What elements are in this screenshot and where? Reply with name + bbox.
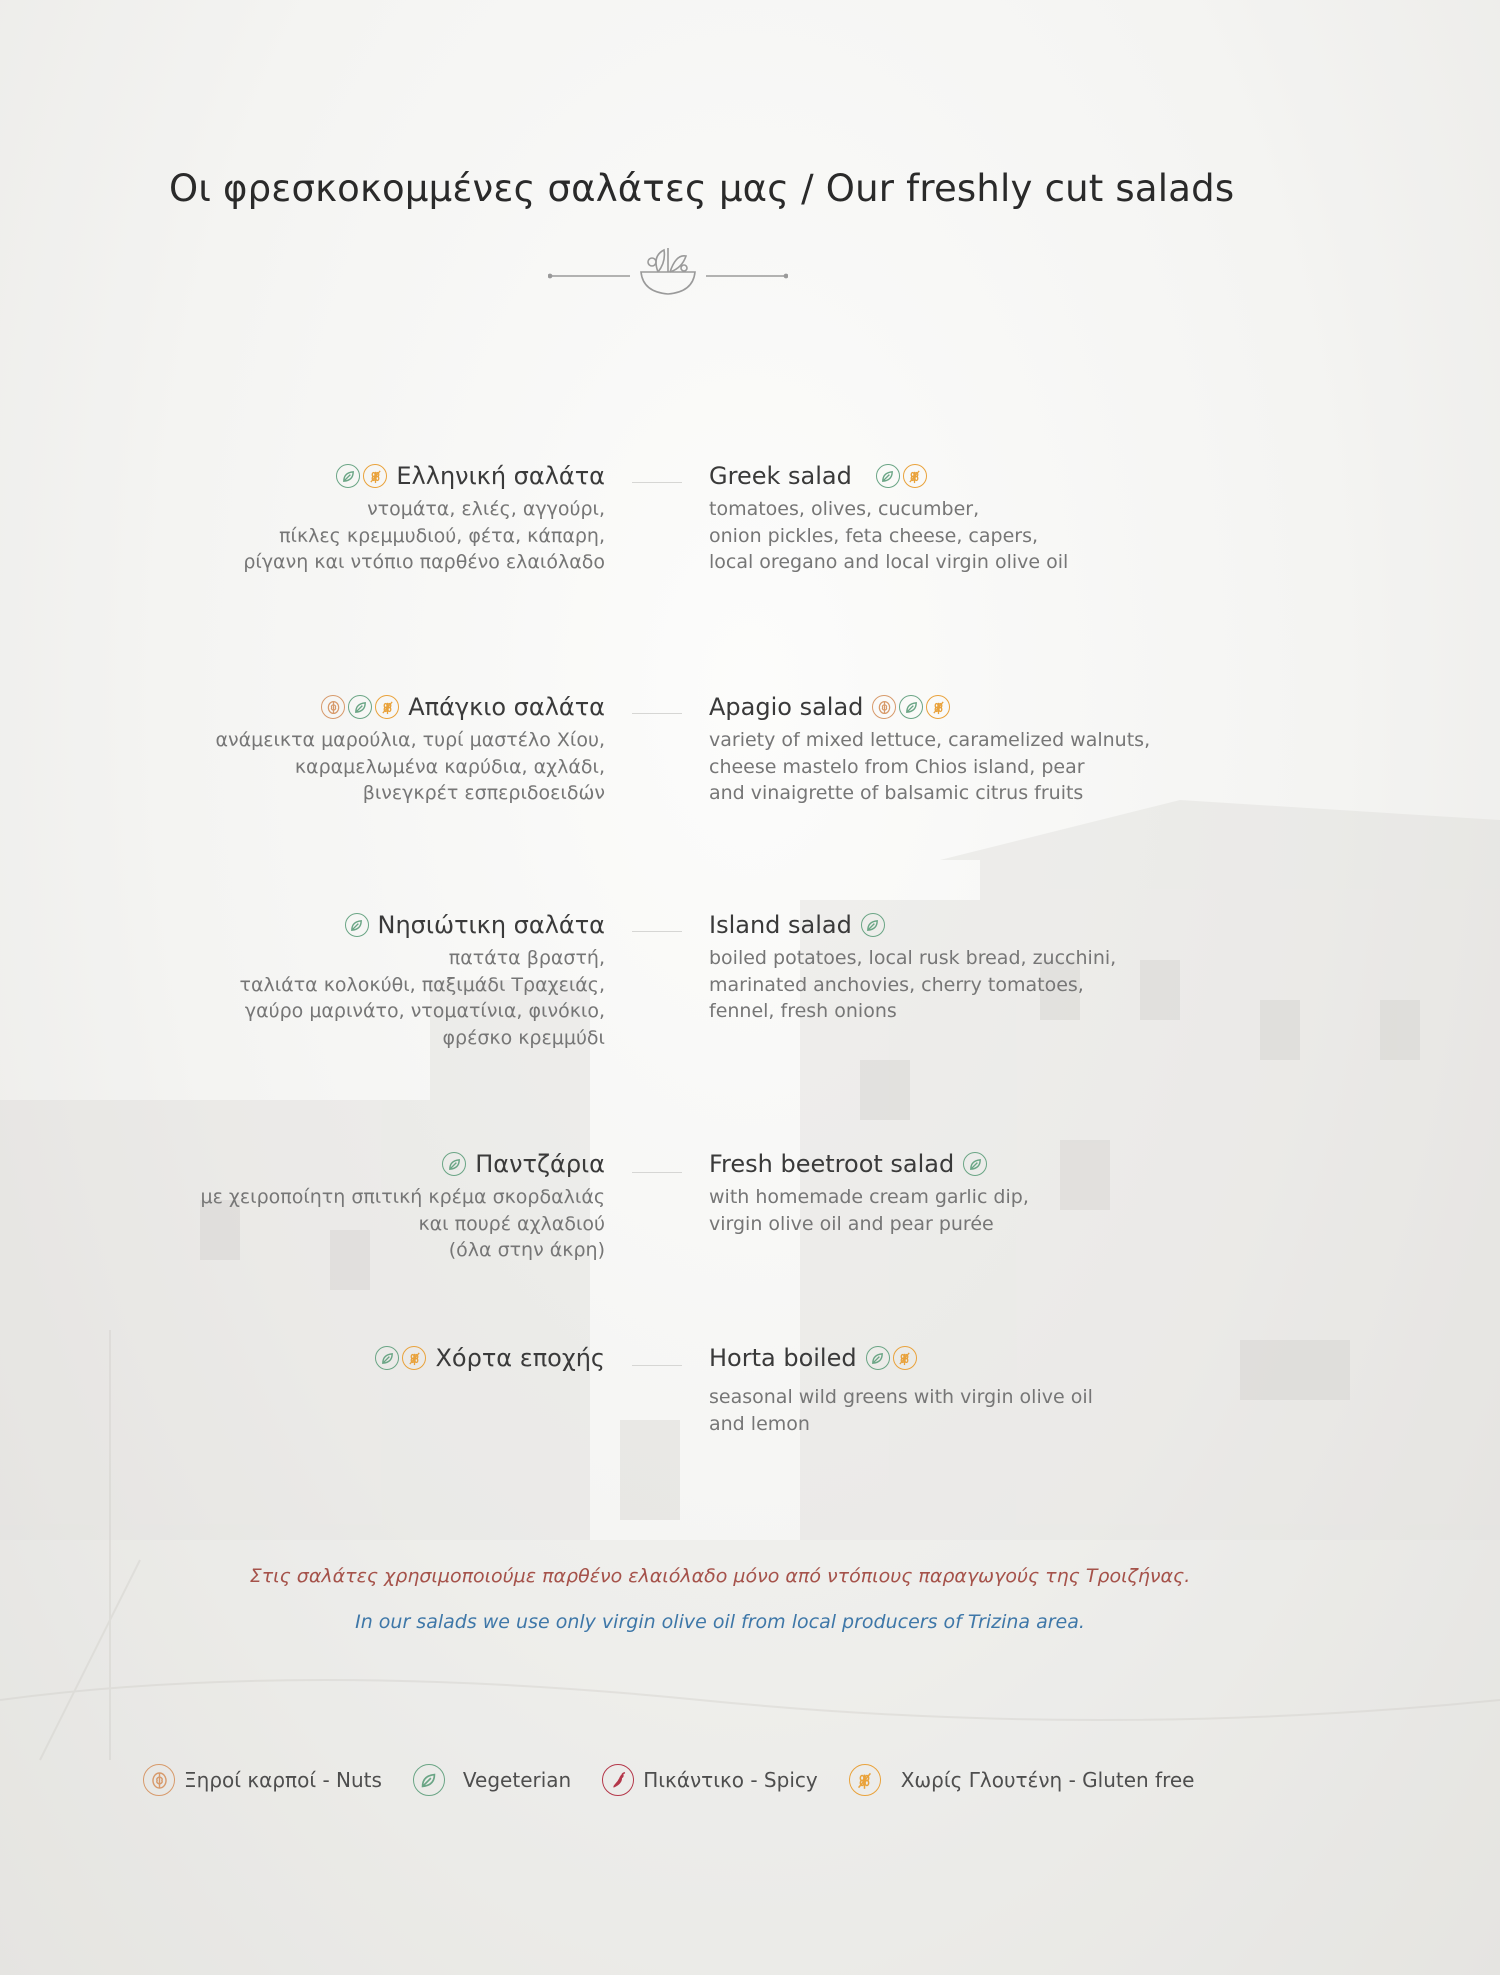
vegetarian-icon <box>413 1764 445 1796</box>
gluten-free-icon <box>402 1346 426 1370</box>
legend-label: Vegeterian <box>462 1768 572 1792</box>
dish-name-greek: Παντζάρια <box>475 1150 605 1178</box>
dish-icons <box>876 464 927 488</box>
legend-label: Ξηροί καρποί - Nuts <box>184 1768 382 1792</box>
dish-description-english: seasonal wild greens with virgin olive oil and lemon <box>709 1386 1093 1435</box>
dish-greek-column <box>215 689 605 807</box>
gluten-free-icon <box>375 695 399 719</box>
dish-description-greek: ντομάτα, ελιές, αγγούρι, πίκλες κρεμμυδιού, φέτα, κάπαρη, ρίγανη και ντόπιο παρθένο ελαιόλαδο <box>243 498 605 573</box>
nuts-icon <box>143 1764 175 1796</box>
vegetarian-icon <box>375 1346 399 1370</box>
row-separator <box>632 482 682 483</box>
vegetarian-icon <box>442 1152 466 1176</box>
row-separator <box>632 713 682 714</box>
vegetarian-icon <box>876 464 900 488</box>
dish-greek-column <box>201 1146 605 1264</box>
vegetarian-icon <box>899 695 923 719</box>
gluten-free-icon <box>893 1346 917 1370</box>
dietary-legend <box>143 1764 1226 1796</box>
gluten-free-icon <box>926 695 950 719</box>
vegetarian-icon <box>345 913 369 937</box>
dish-name-english: Greek salad <box>709 462 852 490</box>
dish-name-english: Island salad <box>709 911 852 939</box>
legend-item-gluten-free <box>849 1764 1195 1796</box>
nuts-icon <box>321 695 345 719</box>
spicy-icon <box>602 1764 634 1796</box>
dish-icons <box>321 695 399 719</box>
dish-description-greek: πατάτα βραστή, ταλιάτα κολοκύθι, παξιμάδι Τραχειάς, γαύρο μαρινάτο, ντοματίνια, φινόκιο, φρέσκο κρεμμύδι <box>239 947 605 1049</box>
gluten-free-icon <box>363 464 387 488</box>
vegetarian-icon <box>963 1152 987 1176</box>
dish-english-column <box>709 907 1116 1025</box>
dish-icons <box>872 695 950 719</box>
dish-icons <box>861 913 885 937</box>
legend-label: Χωρίς Γλουτένη - Gluten free <box>900 1768 1195 1792</box>
salad-bowl-divider <box>548 242 788 302</box>
dish-name-english: Horta boiled <box>709 1344 857 1372</box>
vegetarian-icon <box>861 913 885 937</box>
legend-item-spicy <box>602 1764 818 1796</box>
dish-name-greek: Νησιώτικη σαλάτα <box>377 911 605 939</box>
dish-description-english: boiled potatoes, local rusk bread, zucchini, marinated anchovies, cherry tomatoes, fennel, fresh onions <box>709 947 1117 1022</box>
dish-english-column <box>709 689 1150 807</box>
row-separator <box>632 1365 682 1366</box>
row-separator <box>632 1172 682 1173</box>
dish-greek-column <box>243 458 605 576</box>
legend-item-nuts <box>143 1764 382 1796</box>
dish-icons <box>345 913 369 937</box>
vegetarian-icon <box>866 1346 890 1370</box>
dish-english-column <box>709 1340 1093 1437</box>
vegetarian-icon <box>348 695 372 719</box>
dish-description-english: with homemade cream garlic dip, virgin olive oil and pear purée <box>709 1186 1029 1235</box>
dish-name-greek: Απάγκιο σαλάτα <box>408 693 605 721</box>
dish-name-english: Apagio salad <box>709 693 864 721</box>
dish-english-column <box>709 458 1068 576</box>
page-title: Οι φρεσκοκομμένες σαλάτες μας / Our freshly cut salads <box>169 167 1235 210</box>
dish-icons <box>442 1152 466 1176</box>
olive-oil-note-greek: Στις σαλάτες χρησιμοποιούμε παρθένο ελαιόλαδο μόνο από ντόπιους παραγωγούς της Τροιζήνας. <box>249 1565 1191 1587</box>
dish-icons <box>336 464 387 488</box>
gluten-free-icon <box>903 464 927 488</box>
nuts-icon <box>872 695 896 719</box>
vegetarian-icon <box>336 464 360 488</box>
dish-description-english: variety of mixed lettuce, caramelized walnuts, cheese mastelo from Chios island, pear and vinaigrette of balsamic citrus fruits <box>709 729 1151 804</box>
dish-greek-column <box>375 1340 605 1378</box>
dish-name-greek: Χόρτα εποχής <box>435 1344 605 1372</box>
dish-description-english: tomatoes, olives, cucumber, onion pickles, feta cheese, capers, local oregano and local virgin olive oil <box>709 498 1069 573</box>
row-separator <box>632 931 682 932</box>
dish-icons <box>866 1346 917 1370</box>
dish-english-column <box>709 1146 1029 1237</box>
dish-name-english: Fresh beetroot salad <box>709 1150 955 1178</box>
dish-description-greek: με χειροποίητη σπιτική κρέμα σκορδαλιάς και πουρέ αχλαδιού (όλα στην άκρη) <box>200 1186 605 1261</box>
dish-greek-column <box>240 907 605 1051</box>
dish-icons <box>375 1346 426 1370</box>
dish-description-greek: ανάμεικτα μαρούλια, τυρί μαστέλο Χίου, καραμελωμένα καρύδια, αχλάδι, βινεγκρέτ εσπεριδοειδών <box>215 729 605 804</box>
olive-oil-note-english: In our salads we use only virgin olive oil from local producers of Trizina area. <box>355 1611 1085 1633</box>
legend-label: Πικάντικο - Spicy <box>643 1768 818 1792</box>
dish-name-greek: Ελληνική σαλάτα <box>396 462 605 490</box>
gluten-free-icon <box>849 1764 881 1796</box>
legend-item-vegetarian <box>413 1764 571 1796</box>
dish-icons <box>963 1152 987 1176</box>
